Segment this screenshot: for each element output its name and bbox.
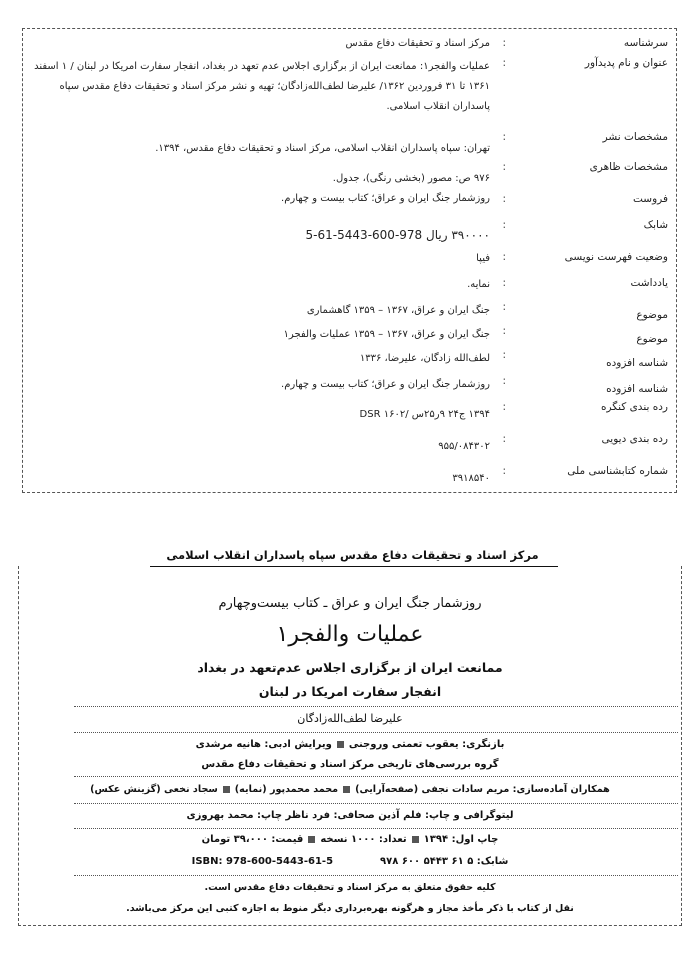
cip-value: ۳۹۰۰۰۰ ریال 978-600-5443-61-5: [305, 228, 490, 242]
cip-label: رده بندی کنگره: [600, 401, 668, 413]
credit-preparation: [19, 784, 681, 795]
separator: [74, 706, 678, 707]
publisher-heading: مرکز اسناد و تحقیقات دفاع مقدس سپاه پاسداران انقلاب اسلامی: [166, 548, 539, 562]
cip-label: وضعیت فهرست نویسی: [564, 251, 668, 263]
book-subtitle-1: ممانعت ایران از برگزاری اجلاس عدم‌تعهد در بغداد: [197, 660, 503, 675]
book-title: عملیات والفجر۱: [276, 622, 424, 647]
cip-value: ۹۵۵/۰۸۴۳۰۲: [438, 441, 490, 452]
reviewer: بازنگری: یعقوب تعمتی وروجنی: [348, 739, 505, 750]
cip-label: رده بندی دیویی: [601, 433, 668, 445]
literary-editor: ویرایش ادبی: هانیه مرشدی: [195, 739, 332, 750]
cip-label: عنوان و نام پدیدآور: [584, 57, 668, 69]
separator: [74, 828, 678, 829]
cip-value: عملیات والفجر۱: ممانعت ایران از برگزاری اجلاس عدم تعهد در بغداد، انفجار سفارت امریکا در لبنان / ۱ اسفند ۱۳۶۱ تا ۳۱ فروردین ۱۳۶۲/ علیرضا لطف‌الله‌زادگان؛ تهیه و نشر مرکز اسناد و تحقیقات دفاع مقدس سپاه پاسداران انقلاب اسلامی.: [34, 61, 490, 112]
cip-label: شناسه افزوده: [606, 357, 668, 369]
cip-value: روزشمار جنگ ایران و عراق؛ کتاب بیست و چهارم.: [281, 379, 490, 390]
cip-value: ۳۹۱۸۵۴۰: [452, 473, 490, 484]
prep-photos: سجاد نخعی (گزینش عکس): [90, 784, 218, 795]
copy-notice: نقل از کتاب با ذکر مأخذ مجاز و هرگونه بهره‌برداری دیگر منوط به اجازه کتبی این مرکز می‌باشد.: [126, 903, 574, 914]
cip-record-box: سرشناسه : مرکز اسناد و تحقیقات دفاع مقدس عنوان و نام پدیدآور : عملیات والفجر۱: ممانعت ایران از برگزاری اجلاس عدم تعهد در بغداد، انفجار سفارت امریکا در لبنان / ۱ اسفند ۱۳۶۱ تا ۳۱ فروردین ۱۳۶۲/ علیرضا لطف‌الله‌زادگان؛ تهیه و نشر مرکز اسناد و تحقیقات دفاع مقدس سپاه پاسداران انقلاب اسلامی. مشخصات نشر : تهران: سپاه پاسداران انقلاب اسلامی، مرکز اسناد و تحقیقات دفاع مقدس، ۱۳۹۴. مشخصات ظاهری : ۹۷۶ ص: مصور (بخشی رنگی)، جدول. فروست : روزشمار جنگ ایران و عراق؛ کتاب بیست و چهارم. شابک : ۳۹۰۰۰۰ ریال 978-600-5443-61-5 وضعیت فهرست نویسی : فیپا یادداشت : نمایه. موضوع : جنگ ایران و عراق، ۱۳۶۷ – ۱۳۵۹ گاهشماری موضوع : جنگ ایران و عراق، ۱۳۶۷ – ۱۳۵۹ عملیات والفجر۱ شناسه افزوده : لطف‌الله زادگان، علیرضا، ۱۳۳۶ شناسه افزوده : روزشمار جنگ ایران و عراق؛ کتاب بیست و چهارم. رده بندی کنگره : ۱۳۹۴ ج۲۴ ۹ر۲۵س /۱۶۰۲ DSR رده بندی دیویی : ۹۵۵/۰۸۴۳۰۲ شماره کتابشناسی ملی : ۳۹۱۸۵۴۰: [22, 28, 677, 493]
cip-value: نمایه.: [467, 279, 490, 290]
square-bullet-icon: [337, 741, 344, 748]
prep-layout: همکاران آماده‌سازی: مریم سادات نجفی (صفحه‌آرایی): [355, 784, 610, 795]
cip-value: جنگ ایران و عراق، ۱۳۶۷ – ۱۳۵۹ عملیات والفجر۱: [283, 329, 490, 340]
cip-label: موضوع: [636, 309, 668, 321]
cip-label: فروست: [633, 193, 668, 205]
cip-label: شماره کتابشناسی ملی: [567, 465, 668, 477]
cip-label: یادداشت: [630, 277, 668, 289]
prep-index: محمد محمدپور (نمایه): [234, 784, 339, 795]
cip-value: فیپا: [476, 253, 490, 264]
credits-box: [18, 566, 682, 926]
square-bullet-icon: [343, 786, 350, 793]
edition-print: چاپ اول: ۱۳۹۴: [423, 834, 499, 845]
credit-printing: لیتوگرافی و چاپ: فلم آذین صحافی: فرد ناظر چاپ: محمد بهروزی: [186, 810, 514, 821]
cip-label: موضوع: [636, 333, 668, 345]
separator: [74, 803, 678, 804]
edition-price: قیمت: ۳۹،۰۰۰ تومان: [201, 834, 304, 845]
cip-label: شابک: [643, 219, 668, 231]
cip-value: مرکز اسناد و تحقیقات دفاع مقدس: [345, 38, 490, 49]
credit-isbn: [19, 856, 681, 867]
separator: [74, 776, 678, 777]
square-bullet-icon: [412, 836, 419, 843]
cip-value: لطف‌الله زادگان، علیرضا، ۱۳۳۶: [359, 353, 490, 364]
edition-count: تعداد: ۱۰۰۰ نسخه: [320, 834, 407, 845]
separator: [74, 732, 678, 733]
cip-value: ۹۷۶ ص: مصور (بخشی رنگی)، جدول.: [332, 173, 490, 184]
cip-label: مشخصات ظاهری: [589, 161, 668, 173]
cip-label: مشخصات نشر: [602, 131, 668, 143]
book-subtitle-2: انفجار سفارت امریکا در لبنان: [258, 684, 442, 699]
cip-value: جنگ ایران و عراق، ۱۳۶۷ – ۱۳۵۹ گاهشماری: [306, 305, 490, 316]
credit-research-group: گروه بررسی‌های تاریخی مرکز اسناد و تحقیقات دفاع مقدس: [201, 759, 499, 770]
square-bullet-icon: [308, 836, 315, 843]
cip-label: سرشناسه: [623, 37, 668, 49]
credit-edition: [19, 834, 681, 845]
square-bullet-icon: [223, 786, 230, 793]
cip-value: روزشمار جنگ ایران و عراق؛ کتاب بیست و چهارم.: [281, 193, 490, 204]
cip-value: ۱۳۹۴ ج۲۴ ۹ر۲۵س /۱۶۰۲ DSR: [359, 409, 490, 420]
isbn-persian: شابک: ۵ ۶۱ ۵۴۴۳ ۶۰۰ ۹۷۸: [380, 856, 509, 867]
separator: [74, 875, 678, 876]
cip-value: تهران: سپاه پاسداران انقلاب اسلامی، مرکز اسناد و تحقیقات دفاع مقدس، ۱۳۹۴.: [155, 143, 490, 154]
cip-label: شناسه افزوده: [606, 383, 668, 395]
isbn-latin: ISBN: 978-600-5443-61-5: [191, 856, 334, 867]
book-author: علیرضا لطف‌الله‌زادگان: [297, 712, 403, 725]
rights-statement: کلیه حقوق متعلق به مرکز اسناد و تحقیقات دفاع مقدس است.: [204, 882, 496, 893]
credit-review: [19, 739, 681, 750]
book-series: روزشمار جنگ ایران و عراق ـ کتاب بیست‌وچهارم: [218, 596, 482, 611]
